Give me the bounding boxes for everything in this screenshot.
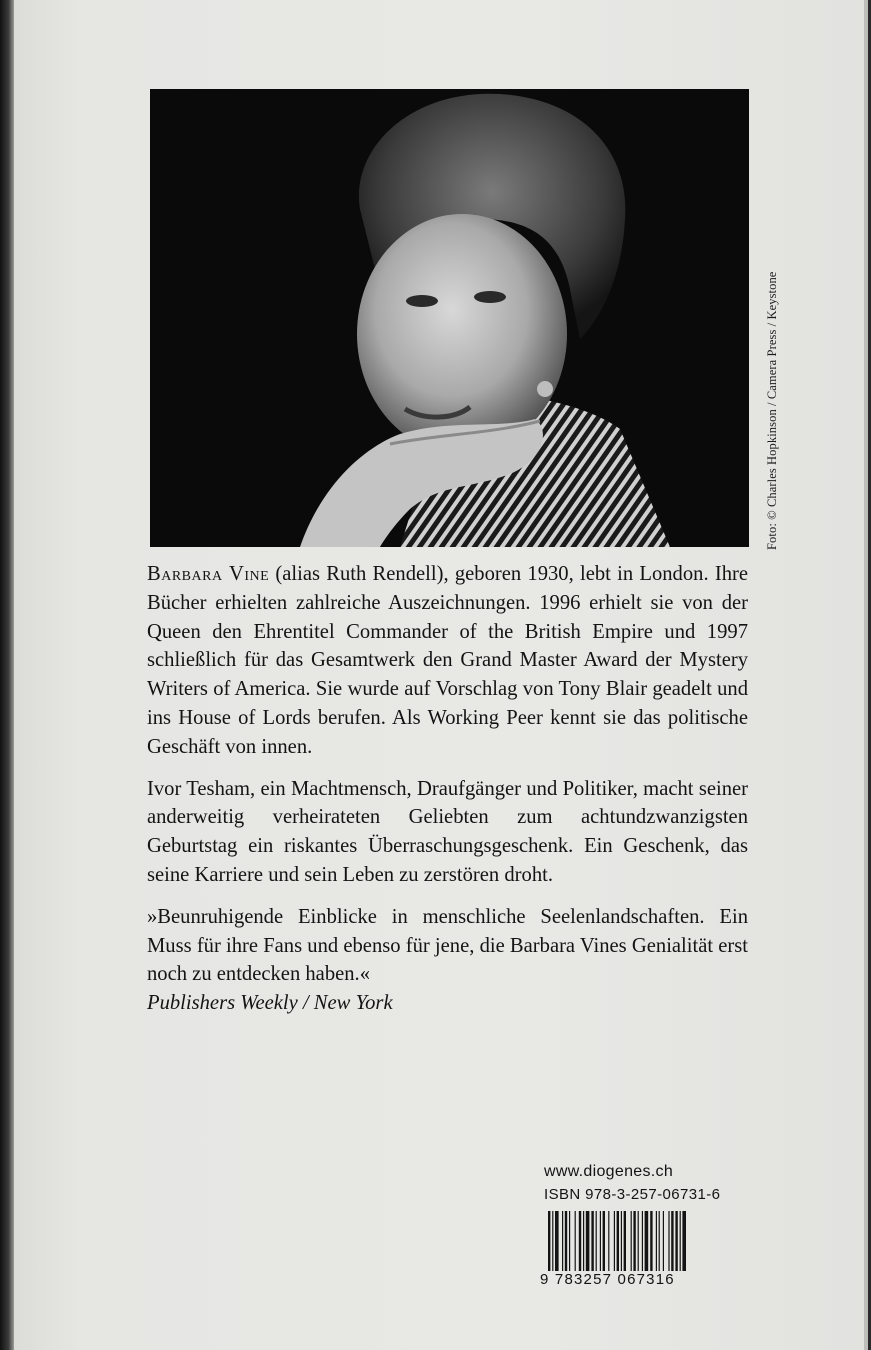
review-source: Publishers Weekly / New York [147, 992, 393, 1015]
barcode-bar [675, 1211, 677, 1271]
barcode-bar [642, 1211, 643, 1271]
barcode-image [544, 1211, 739, 1273]
barcode-bar [575, 1211, 576, 1271]
author-name: Barbara Vine [147, 563, 270, 585]
barcode-bar [586, 1211, 590, 1271]
barcode-bar [603, 1211, 605, 1271]
isbn-number: ISBN 978-3-257-06731-6 [544, 1186, 721, 1203]
spine-edge [0, 0, 14, 1350]
author-photo [150, 89, 749, 547]
cover-edge [864, 0, 868, 1350]
barcode-bar [659, 1211, 660, 1271]
review [147, 903, 748, 1018]
barcode-bar [631, 1211, 632, 1271]
barcode-bar [682, 1211, 686, 1271]
barcode-bar [614, 1211, 615, 1271]
barcode-bar [663, 1211, 664, 1271]
barcode-bar [621, 1211, 622, 1271]
photo-credit: Foto: © Charles Hopkinson / Camera Press / Keystone [765, 271, 779, 550]
barcode-bar [633, 1211, 635, 1271]
publisher-website: www.diogenes.ch [544, 1163, 674, 1180]
barcode-bar [562, 1211, 563, 1271]
author-bio [147, 560, 748, 762]
review-quote: »Beunruhigende Einblicke in menschliche Seelenlandschaften. Ein Muss für ihre Fans und ebenso für jene, die Barbara Vines Genialität erst noch zu entdecken haben.« [147, 905, 748, 986]
barcode-bar [591, 1211, 593, 1271]
barcode-bar [552, 1211, 553, 1271]
barcode-block [540, 1162, 744, 1288]
barcode-bar [569, 1211, 570, 1271]
author-bio-text: (alias Ruth Rendell), geboren 1930, lebt in London. Ihre Bücher erhielten zahlreiche Auszeichnungen. 1996 erhielt sie von der Queen den Ehrentitel Commander of the British Empire und 1997 schließlich für das Gesamtwerk den Grand Master Award der Mystery Writers of America. Sie wurde auf Vorschlag von Tony Blair geadelt und ins House of Lords berufen. Als Working Peer kennt sie das politische Geschäft von innen. [147, 563, 748, 758]
barcode-bar [650, 1211, 652, 1271]
barcode-bar [671, 1211, 673, 1271]
barcode-bar [656, 1211, 657, 1271]
barcode-bar [555, 1211, 559, 1271]
barcode-bar [668, 1211, 669, 1271]
barcode-bar [624, 1211, 626, 1271]
barcode-bar [583, 1211, 584, 1271]
barcode-bar [608, 1211, 609, 1271]
barcode-bar [600, 1211, 601, 1271]
barcode-bar [565, 1211, 567, 1271]
barcode-bar [579, 1211, 581, 1271]
barcode-bar [680, 1211, 681, 1271]
barcode-digits: 9 783257 067316 [540, 1271, 675, 1288]
barcode-bar [638, 1211, 639, 1271]
barcode-bar [645, 1211, 649, 1271]
synopsis: Ivor Tesham, ein Machtmensch, Draufgänger und Politiker, macht seiner anderweitig verheirateten Geliebten zum achtundzwanzigsten Geburtstag ein riskantes Überraschungsgeschenk. Ein Geschenk, das seine Karriere und sein Leben zu zerstören droht. [147, 777, 748, 886]
barcode-bar [596, 1211, 597, 1271]
barcode-bar [548, 1211, 550, 1271]
back-cover-text [147, 560, 748, 1018]
barcode-bar [617, 1211, 619, 1271]
